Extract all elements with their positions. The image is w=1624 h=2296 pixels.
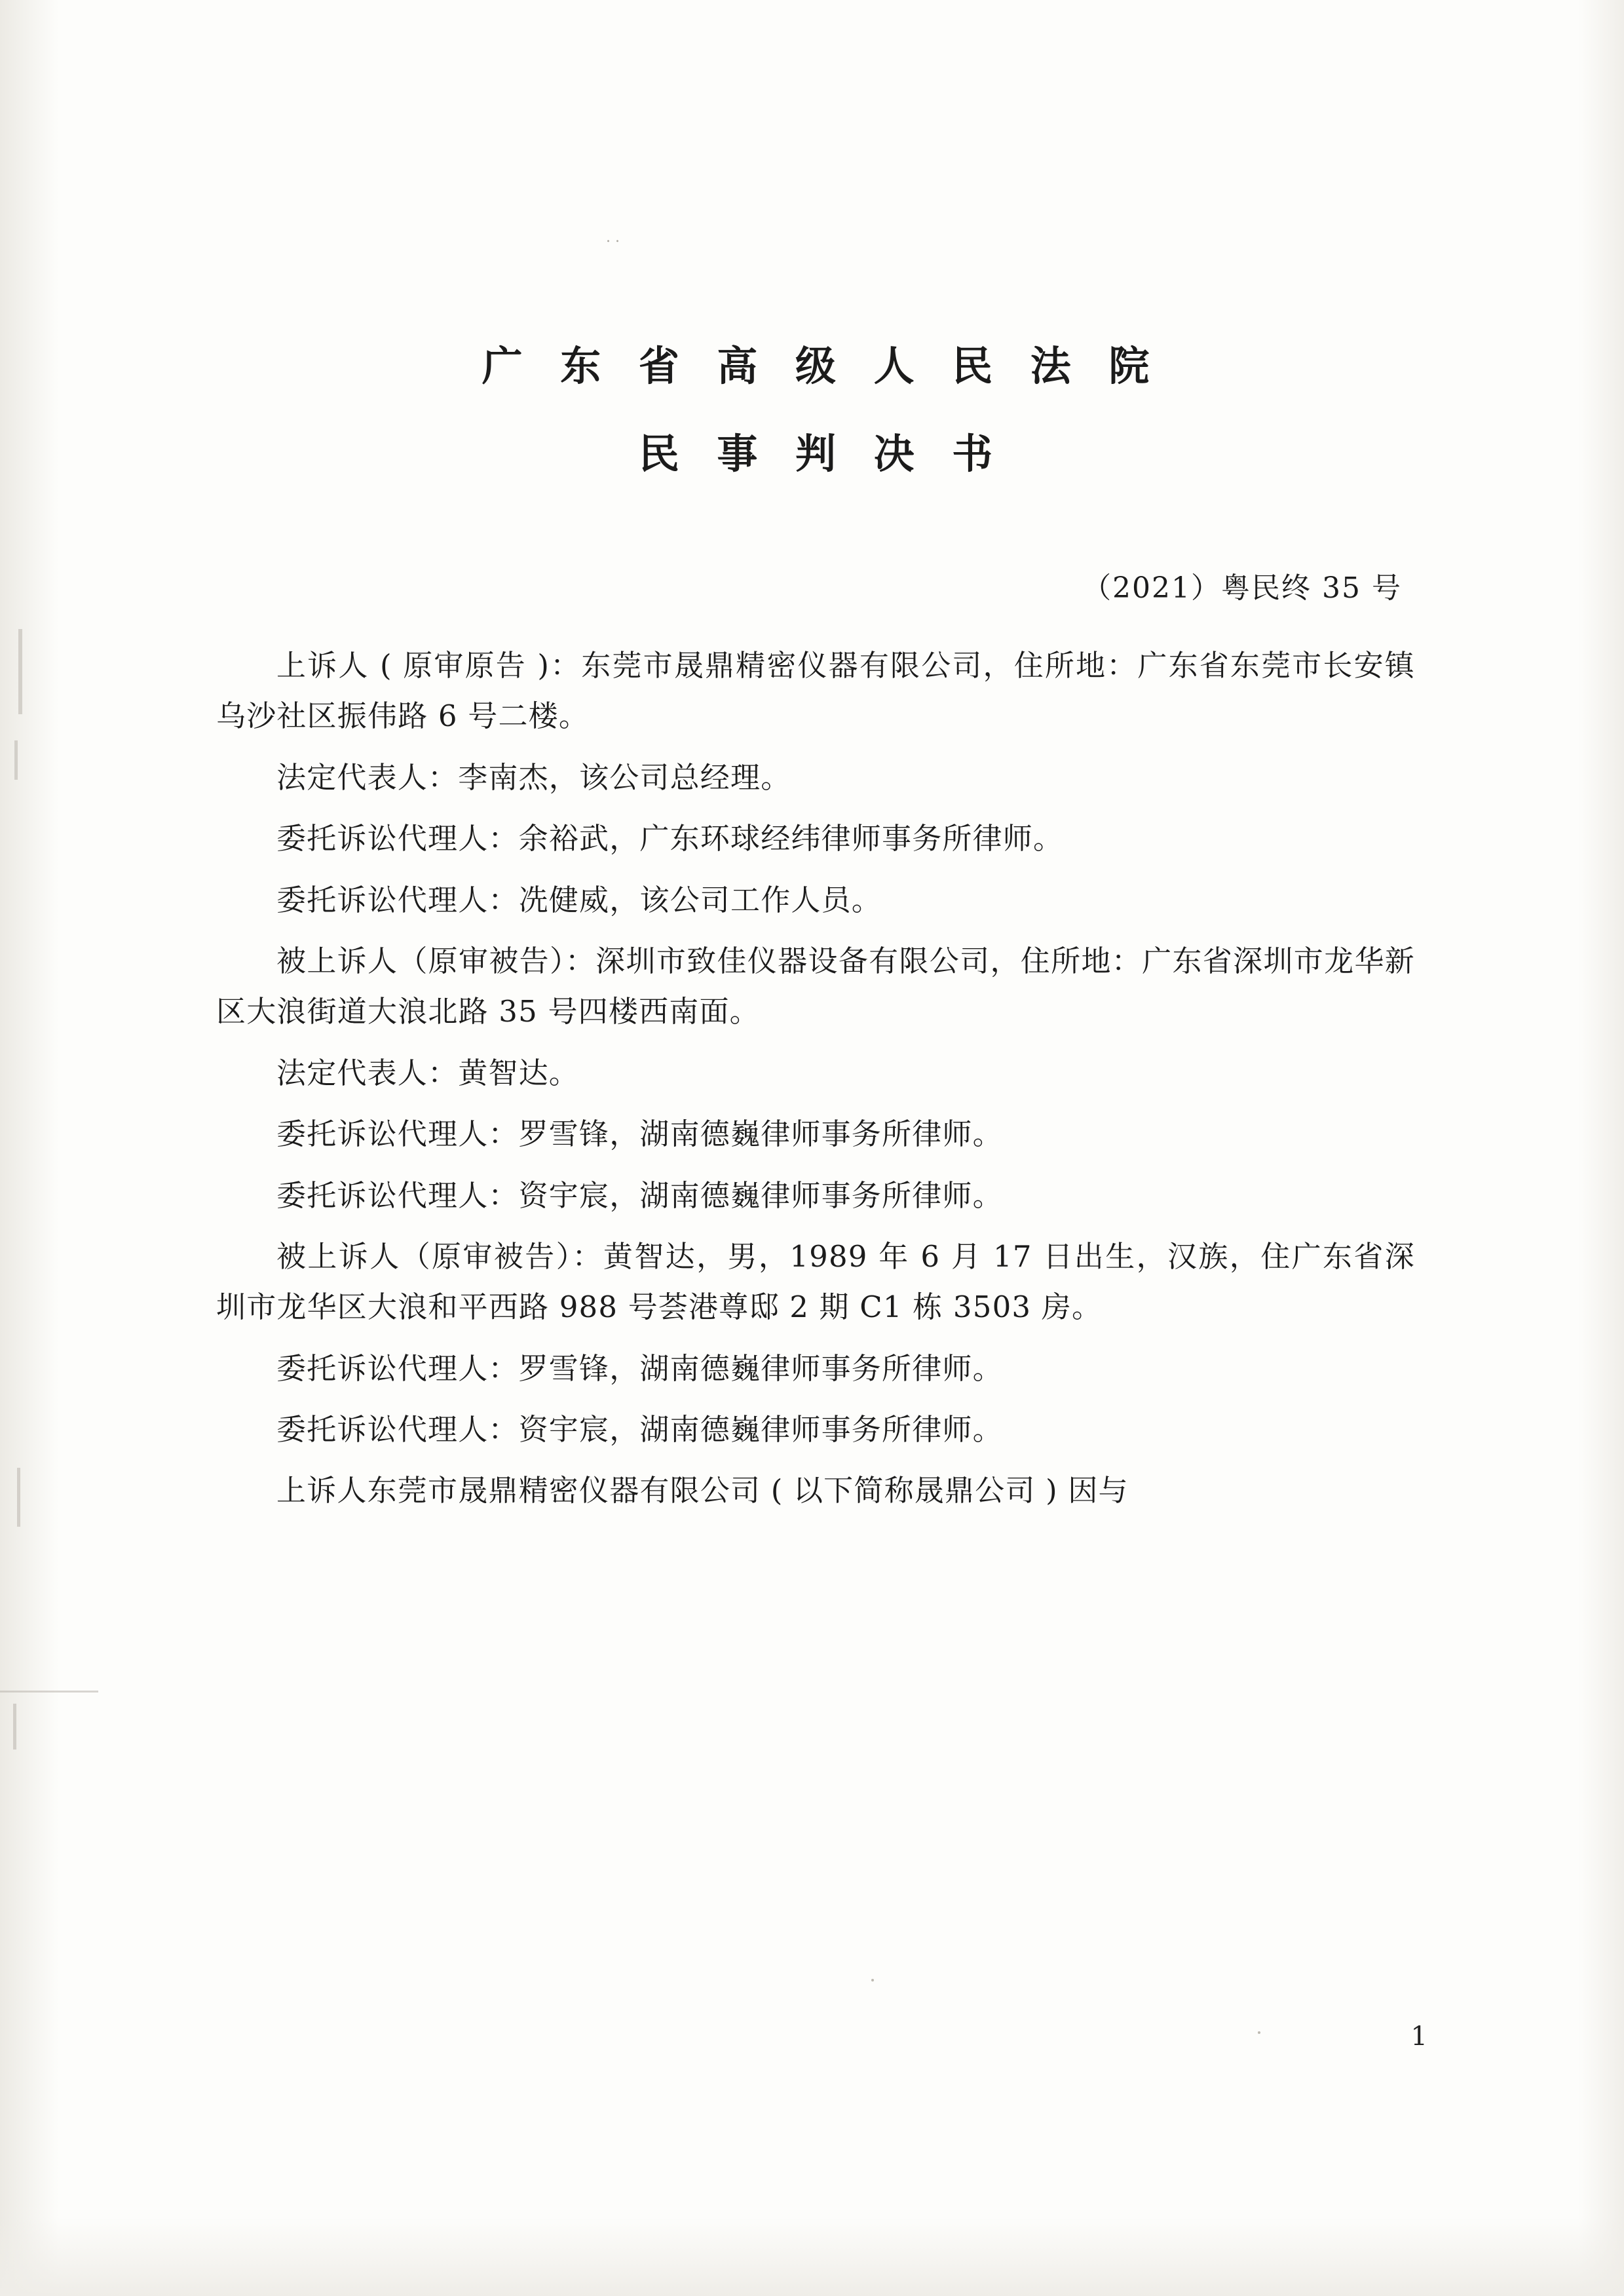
- paragraph-agent-1: 委托诉讼代理人：余裕武，广东环球经纬律师事务所律师。: [276, 821, 1064, 856]
- stray-scan-speck: [871, 1979, 874, 1981]
- scan-artifact-mark: [18, 629, 22, 714]
- scan-artifact-mark: [13, 1704, 16, 1750]
- paragraph-agent-3: 委托诉讼代理人：罗雪锋，湖南德巍律师事务所律师。: [276, 1117, 1003, 1152]
- scan-artifact-mark: [0, 1691, 98, 1693]
- paragraph-agent-4: 委托诉讼代理人：资宇宸，湖南德巍律师事务所律师。: [276, 1177, 1003, 1213]
- stray-scan-speck: . .: [606, 229, 620, 246]
- paper-edge-shading-left: [0, 0, 59, 2296]
- court-name-title: 广 东 省 高 级 人 民 法 院: [482, 342, 1161, 390]
- scan-artifact-mark: [14, 740, 18, 780]
- document-body: [216, 341, 1415, 1527]
- scan-artifact-mark: [17, 1468, 20, 1527]
- paragraph-agent-6: 委托诉讼代理人：资宇宸，湖南德巍律师事务所律师。: [276, 1412, 1003, 1447]
- paragraph-case-intro: 上诉人东莞市晟鼎精密仪器有限公司 ( 以下简称晟鼎公司 ) 因与: [276, 1473, 1129, 1508]
- paragraph-respondent-individual: 被上诉人（原审被告）：黄智达，男，1989 年 6 月 17 日出生，汉族，住广东省深圳市龙华区大浪和平西路 988 号荟港尊邸 2 期 C1 栋 3503 房。: [216, 1238, 1415, 1325]
- paragraph-respondent-company: 被上诉人（原审被告）：深圳市致佳仪器设备有限公司，住所地：广东省深圳市龙华新区大浪街道大浪北路 35 号四楼西南面。: [216, 943, 1415, 1029]
- paper-edge-shading-right: [1578, 0, 1624, 2296]
- paragraph-appellant: 上诉人 ( 原审原告 )：东莞市晟鼎精密仪器有限公司，住所地：广东省东莞市长安镇乌沙社区振伟路 6 号二楼。: [216, 648, 1415, 734]
- paragraph-agent-2: 委托诉讼代理人：冼健威，该公司工作人员。: [276, 882, 882, 917]
- document-type-title: 民 事 判 决 书: [638, 429, 1005, 478]
- paper-edge-shading-bottom: [0, 2217, 1624, 2296]
- stray-scan-speck: [1258, 2031, 1260, 2034]
- case-number: （2021）粤民终 35 号: [1082, 571, 1402, 605]
- paragraph-legal-rep-1: 法定代表人：李南杰，该公司总经理。: [276, 759, 791, 795]
- paragraph-legal-rep-2: 法定代表人：黄智达。: [276, 1055, 580, 1090]
- page-number: 1: [1410, 2021, 1427, 2052]
- paragraph-agent-5: 委托诉讼代理人：罗雪锋，湖南德巍律师事务所律师。: [276, 1350, 1003, 1386]
